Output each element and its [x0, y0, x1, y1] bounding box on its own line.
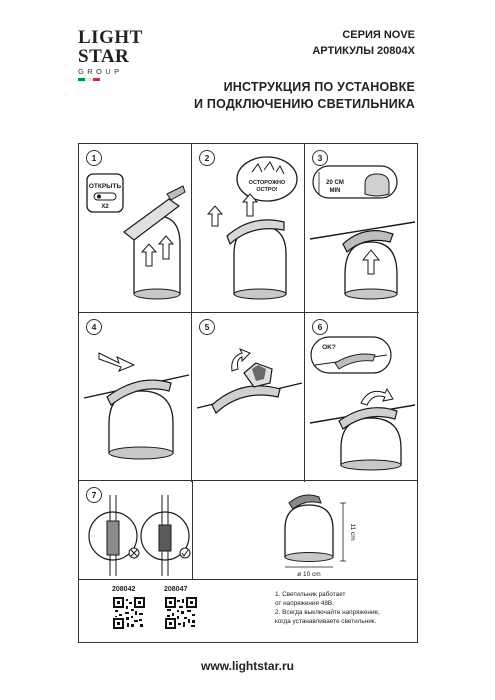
step-1 [79, 144, 192, 313]
step-number: 6 [312, 319, 328, 335]
brand-line2: STAR [78, 46, 130, 67]
website-link[interactable]: www.lightstar.ru [201, 659, 294, 673]
step-3-distance-line2: MIN [329, 188, 341, 194]
steps-grid [78, 143, 418, 481]
qr-code-icon [165, 597, 197, 629]
dimensions-illustration [193, 481, 419, 580]
notes [275, 590, 415, 626]
step-3-distance-line1: 20 CM [326, 180, 344, 186]
step-2-warning-line1: ОСТОРОЖНО [248, 180, 286, 186]
step-1-open-label: ОТКРЫТЬ [88, 183, 122, 190]
step-6 [305, 313, 419, 482]
step-1-illustration [79, 144, 192, 313]
title-line1: ИНСТРУКЦИЯ ПО УСТАНОВКЕ [223, 80, 415, 94]
series-header [312, 27, 415, 59]
note-line: 2. Всегда выключайте напряжение, [275, 609, 380, 616]
page-title [194, 79, 415, 113]
step-number: 1 [86, 150, 102, 166]
step-number: 5 [199, 319, 215, 335]
series-name: СЕРИЯ NOVE [342, 29, 415, 41]
step-6-illustration [305, 313, 419, 482]
note-line: когда устанавливаете светильник. [275, 618, 377, 625]
step-6-check-label: OK? [322, 344, 336, 351]
step-5 [192, 313, 305, 482]
step-5-illustration [192, 313, 305, 482]
brand-line3: GROUP [78, 67, 123, 76]
step-number: 4 [86, 319, 102, 335]
article-code: 208047 [164, 586, 188, 593]
step-1-count: X2 [101, 204, 109, 210]
dimension-diameter: ø 10 cm [297, 571, 321, 578]
articles-name: АРТИКУЛЫ 20804X [312, 45, 415, 57]
title-line2: И ПОДКЛЮЧЕНИЮ СВЕТИЛЬНИКА [194, 97, 415, 111]
step-3 [305, 144, 419, 313]
step-number: 3 [312, 150, 328, 166]
step-2-warning-line2: ОСТРО! [256, 187, 278, 193]
brand-line1: LIGHT [78, 27, 143, 48]
step-2-illustration [192, 144, 305, 313]
step-number: 7 [86, 487, 102, 503]
article-code: 208042 [112, 586, 136, 593]
brand-logo [78, 28, 148, 102]
articles-row [78, 580, 418, 643]
italian-flag-icon [78, 78, 100, 81]
note-line: от напряжения 48В. [275, 600, 334, 607]
dimension-height: 11 cm [349, 523, 356, 541]
step-number: 2 [199, 150, 215, 166]
bottom-row [78, 481, 418, 580]
qr-code-icon [113, 597, 145, 629]
note-line: 1. Светильник работает [275, 591, 346, 598]
step-4 [79, 313, 192, 482]
step-2 [192, 144, 305, 313]
step-4-illustration [79, 313, 192, 482]
step-3-illustration [305, 144, 419, 313]
step-7-illustration [79, 481, 192, 580]
